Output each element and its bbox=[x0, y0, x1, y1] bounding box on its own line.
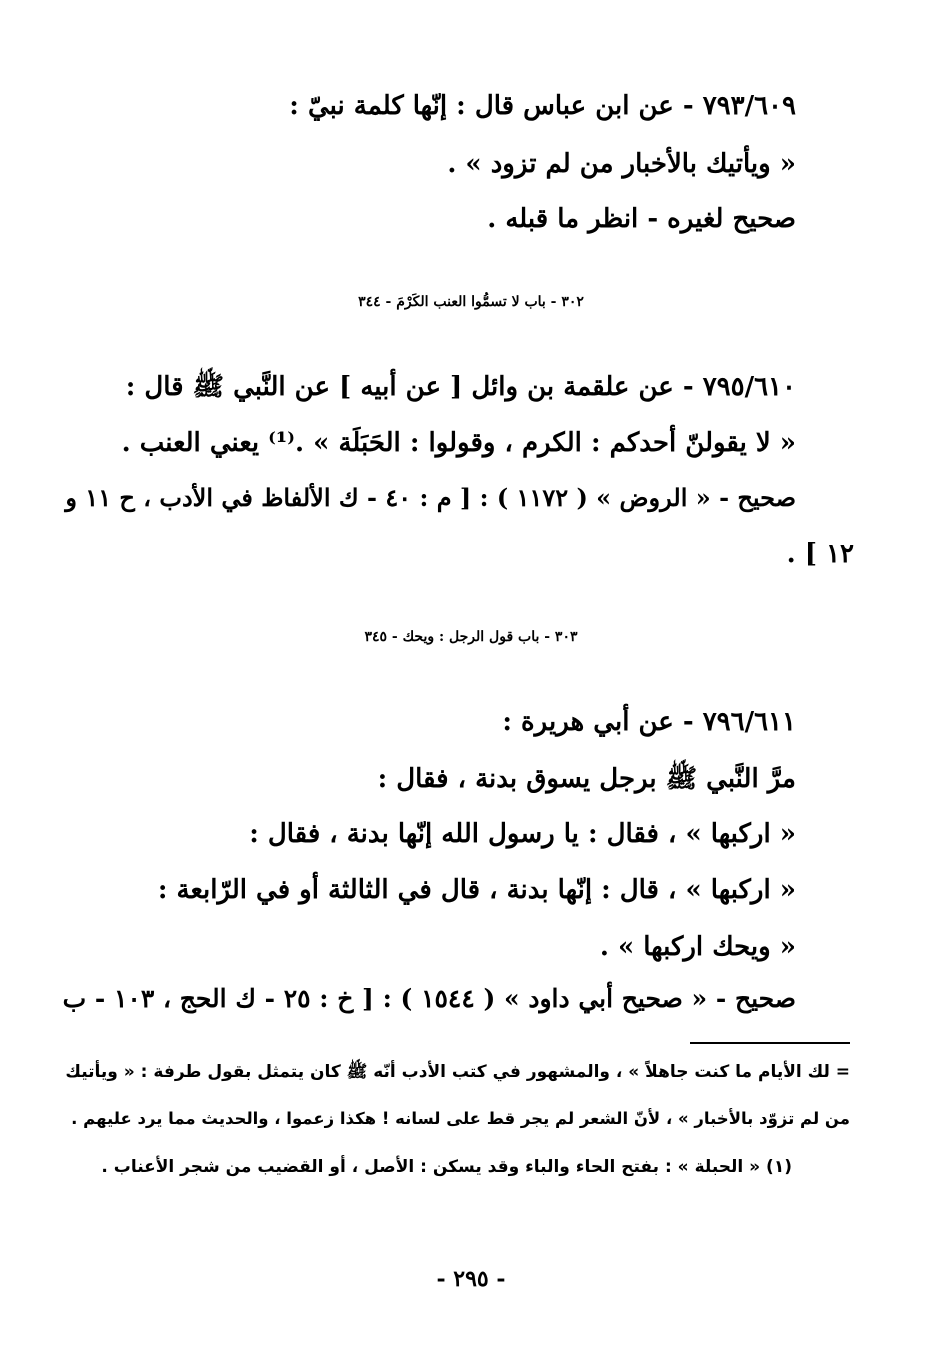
footnote-continuation-line-2: من لم تزوّد بالأخبار » ، لأنّ الشعر لم يجر قط على لسانه ! هكذا زعموا ، والحديث مما يرد عليهم . bbox=[71, 1109, 850, 1128]
footnote-1: (١) « الحبلة » : بفتح الحاء والباء وقد يسكن : الأصل ، أو القضيب من شجر الأعناب . bbox=[101, 1157, 792, 1177]
hadith-609-line-1: ٧٩٣/٦٠٩ - عن ابن عباس قال : إنّها كلمة نبيّ : bbox=[289, 91, 796, 121]
hadith-611-grade: صحيح - « صحيح أبي داود » ( ١٥٤٤ ) : [ خ : ٢٥ - ك الحج ، ١٠٣ - ب bbox=[62, 984, 796, 1013]
chapter-302-heading: ٣٠٢ - باب لا تسمُّوا العنب الكَرْمَ - ٣٤٤ bbox=[358, 294, 584, 310]
footnote-continuation-line-1: = لك الأيام ما كنت جاهلاً » ، والمشهور في كتب الأدب أنّه ﷺ كان يتمثل بقول طرفة : « ويأتيك bbox=[65, 1062, 850, 1082]
hadith-610-line-2: « لا يقولنّ أحدكم : الكرم ، وقولوا : الحَبَلَة » .⁽¹⁾ يعني العنب . bbox=[121, 428, 796, 458]
hadith-610-line-1: ٧٩٥/٦١٠ - عن علقمة بن وائل [ عن أبيه ] عن النَّبي ﷺ قال : bbox=[125, 372, 796, 402]
hadith-611-line-4: « اركبها » ، قال : إنّها بدنة ، قال في الثالثة أو في الرّابعة : bbox=[157, 875, 796, 905]
page-number: - ٢٩٥ - bbox=[436, 1266, 506, 1292]
hadith-611-line-2: مرَّ النَّبي ﷺ برجل يسوق بدنة ، فقال : bbox=[377, 764, 796, 794]
chapter-303-heading: ٣٠٣ - باب قول الرجل : ويحك - ٣٤٥ bbox=[364, 629, 578, 645]
footnote-separator bbox=[690, 1042, 850, 1044]
hadith-610-grade-line-2: ١٢ ] . bbox=[786, 539, 854, 569]
hadith-609-grade: صحيح لغيره - انظر ما قبله . bbox=[487, 204, 796, 234]
hadith-609-line-2: « ويأتيك بالأخبار من لم تزود » . bbox=[447, 149, 796, 179]
hadith-610-grade-line-1: صحيح - « الروض » ( ١١٧٢ ) : [ م : ٤٠ - ك الألفاظ في الأدب ، ح ١١ و bbox=[65, 483, 796, 512]
hadith-611-line-3: « اركبها » ، فقال : يا رسول الله إنّها بدنة ، فقال : bbox=[249, 819, 796, 849]
hadith-611-line-1: ٧٩٦/٦١١ - عن أبي هريرة : bbox=[502, 707, 796, 737]
hadith-611-line-5: « ويحك اركبها » . bbox=[599, 932, 796, 962]
